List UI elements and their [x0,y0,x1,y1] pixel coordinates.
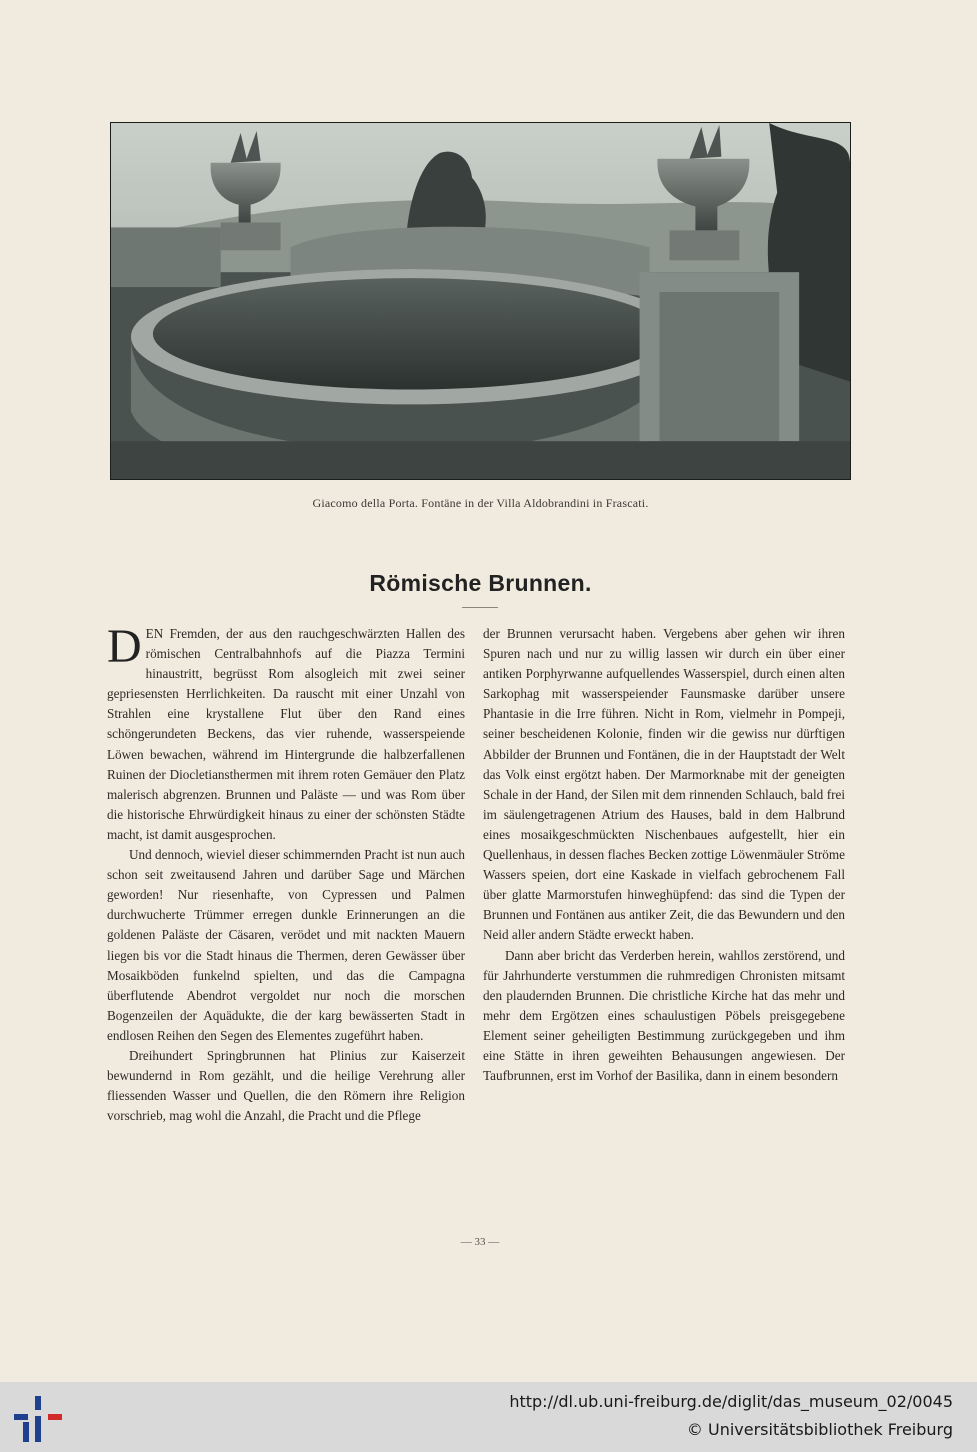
article-title: Römische Brunnen. [369,570,592,596]
paragraph-2: Und dennoch, wieviel dieser schimmernden Pracht ist nun auch schon seit zweitausend Jahren und darüber Sage und Märchen geworden! Nur riesenhafte, von Cypressen und Palmen durchwucherte Trümmer erregen dunkle Erinnerungen an die goldenen Paläste der Cäsaren, verödet und mit nackten Mauern liegen bis vor die Stadt hinaus die Thermen, deren Gewässer über Mosaikböden funkelnd spielten, und das die Campagna überflutende Abendrot vergoldet nur noch die morschen Bogenzeilen der Aquädukte, die der karg bewässerten Stadt in endlosen Reihen den Segen des Elementes zugeführt haben. [107,847,465,1043]
fountain-photograph [110,122,851,480]
footer-bar [0,1382,977,1452]
paragraph-5: Dann aber bricht das Verderben herein, wahllos zerstörend, und für Jahrhunderte verstummen die ruhmredigen Chronisten mitsamt den plaudernden Brunnen. Die christliche Kirche hat das mehr und mehr dem Ergötzen eines schaulustigen Pöbels preisgegebene Element seiner geheiligten Bestimmung zurückgegeben und ihm eine Stätte in ihren geweihten Behausungen angewiesen. Der Taufbrunnen, erst im Vorhof der Basilika, dann in einem besondern [483,947,845,1084]
figure-caption: Giacomo della Porta. Fontäne in der Villa Aldobrandini in Frascati. [312,496,649,510]
paragraph-3: Dreihundert Springbrunnen hat Plinius zur Kaiserzeit bewundernd in Rom gezählt, und die heilige Verehrung aller fliessenden Wasser und Quellen, die den Römern ihre Religion vorschrieb, mag wohl die Anzahl, die Pracht und die Pflege [107,1047,465,1124]
drop-cap: D [107,620,142,673]
right-column [483,624,845,1086]
title-divider [462,607,498,608]
ub-freiburg-logo-icon[interactable] [14,1396,62,1442]
page-number: — 33 — [460,1236,500,1248]
copyright-notice: © Universitätsbibliothek Freiburg [686,1420,953,1439]
source-url-link[interactable]: http://dl.ub.uni-freiburg.de/diglit/das_museum_02/0045 [509,1392,953,1411]
paragraph-1 [107,620,465,845]
fountain-image [111,123,850,479]
paragraph-4: der Brunnen verursacht haben. Vergebens aber gehen wir ihren Spuren nach und nur zu willig lassen wir durch ein über einer antiken Porphyrwanne aufquellendes Wasserspiel, durch einen alten Sarkophag mit wasserspeiender Faunsmaske darüber unsere Phantasie in die Irre führen. Nicht in Rom, vielmehr in Pompeji, seiner bescheidenen Kolonie, finden wir die gewiss nur dürftigen Abbilder der Brunnen und Fontänen, die in der Hauptstadt der Welt das Volk einst ergötzt haben. Der Marmorknabe mit der geneigten Schale in der Hand, der Silen mit dem rinnenden Schlauch, bald frei im säulengetragenen Atrium des Hauses, bald in dem Halbrund eines mosaikgeschmückten Nischenbaues aufgestellt, hier ein Quellenhaus, in dessen flaches Becken zottige Löwenmäuler Ströme Wassers speien, dort eine Kaskade in vielfach gebrochenem Fall über glatte Marmorstufen hinweghüpfend: das sind die Typen der Brunnen und Fontänen aus antiker Zeit, die das Bewundern und den Neid aller andern Städte erweckt haben. [483,626,845,943]
left-column [107,620,465,1126]
paragraph-1-text: EN Fremden, der aus den rauchgeschwärzten Hallen des römischen Centralbahnhofs auf die Piazza Termini hinaustritt, begrüsst Rom alsogleich mit zwei seiner gepriesensten Herrlichkeiten. Da rauscht mit einer Unzahl von Strahlen eine krystallene Flut über den Rand eines schöngerundeten Beckens, das vier ruhende, wasserspeiende Löwen bewachen, während im Hintergrunde die halbzerfallenen Ruinen der Diocletiansthermen mit ihrem roten Gemäuer den Platz malerisch abgrenzen. Brunnen und Paläste — und was Rom über die historische Ehrwürdigkeit hinaus zu einer der schönsten Städte macht, ist damit ausgesprochen. [107,626,465,842]
